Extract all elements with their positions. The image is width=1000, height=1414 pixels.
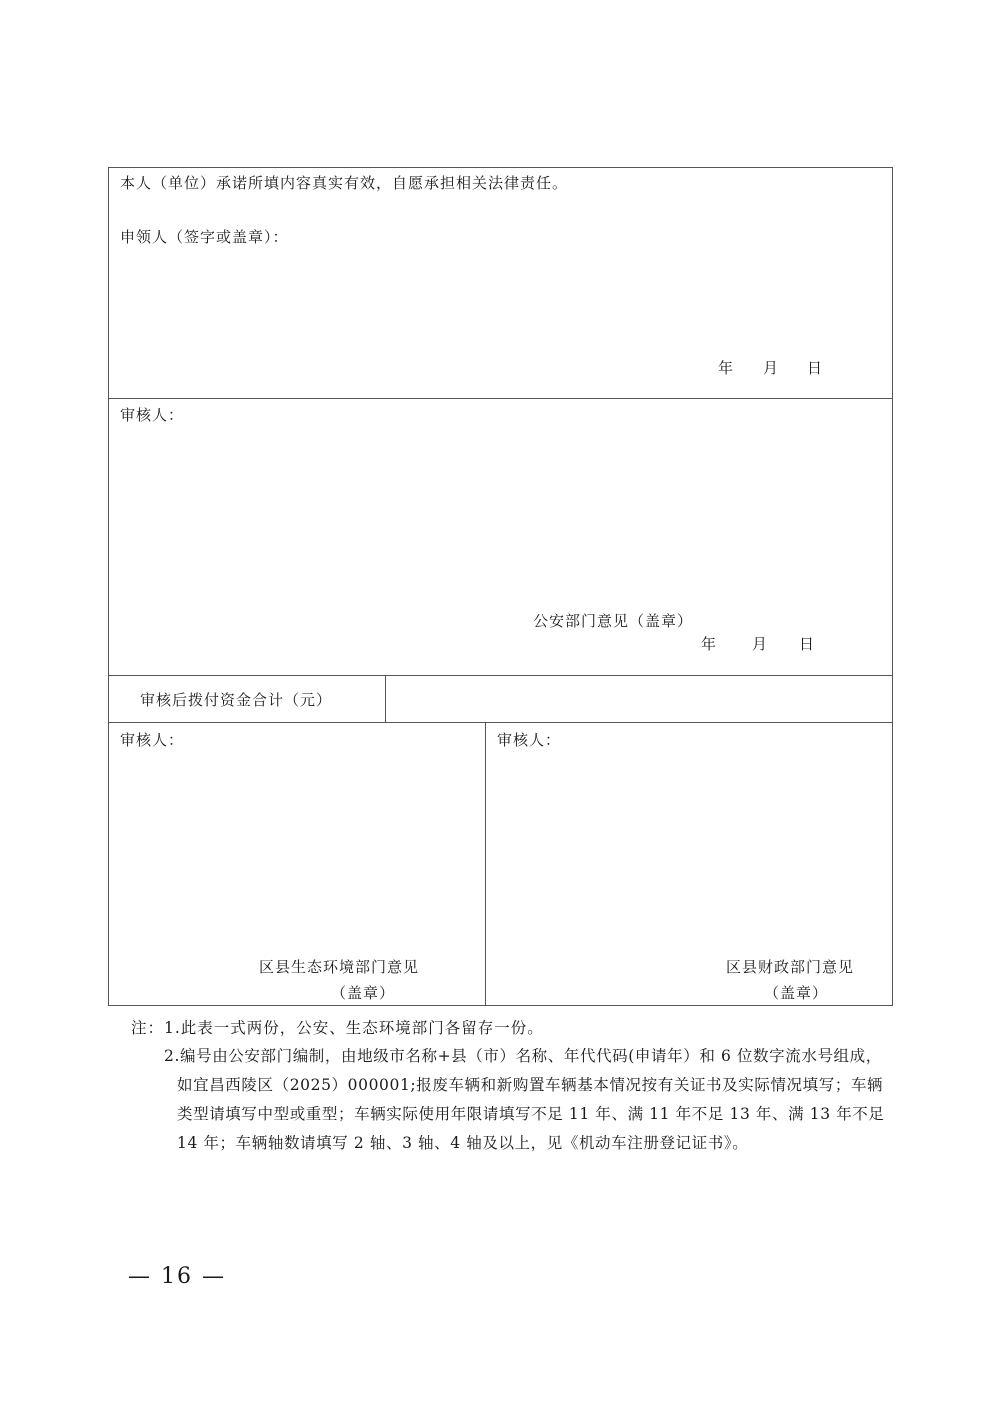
police-date-month: 月 [752,635,769,653]
pledge-text: 本人（单位）承诺所填内容真实有效，自愿承担相关法律责任。 [120,174,569,192]
note-item-1: 1.此表一式两份，公安、生态环境部门各留存一份。 [164,1019,544,1037]
police-opinion: 公安部门意见（盖章） [533,612,694,630]
applicant-date-day: 日 [807,359,824,377]
finance-stamp: （盖章） [764,984,829,1002]
police-date-day: 日 [799,635,816,653]
applicant-date-year: 年 [718,359,735,377]
applicant-label: 申领人（签字或盖章）： [120,228,289,246]
police-review-cell [108,398,893,676]
env-stamp: （盖章） [331,984,396,1002]
note-item-2: 2.编号由公安部门编制，由地级市名称+县（市）名称、年代代码(申请年）和 6 位数字流水号组成，如宜昌西陵区（2025）000001;报废车辆和新购置车辆基本情况按有关证书及实际情况填写；车辆类型请填写中型或重型；车辆实际使用年限请填写不足 11 年、满 11 年不足 13 年、满 13 年不足 14 年；车辆轴数请填写 2 轴、3 轴、4 轴及以上，见《机动车注册登记证书》。 [164,1047,885,1152]
page-number: — 16 — [128,1264,226,1289]
applicant-date-month: 月 [763,359,780,377]
finance-opinion: 区县财政部门意见 [726,958,855,976]
env-opinion: 区县生态环境部门意见 [259,958,420,976]
notes-label: 注： [131,1019,165,1037]
funds-value-cell[interactable] [385,675,893,723]
env-reviewer-label: 审核人： [120,731,185,749]
finance-reviewer-label: 审核人： [497,731,562,749]
funds-label: 审核后拨付资金合计（元） [140,691,333,709]
police-reviewer-label: 审核人： [120,406,185,424]
police-date-year: 年 [701,635,718,653]
